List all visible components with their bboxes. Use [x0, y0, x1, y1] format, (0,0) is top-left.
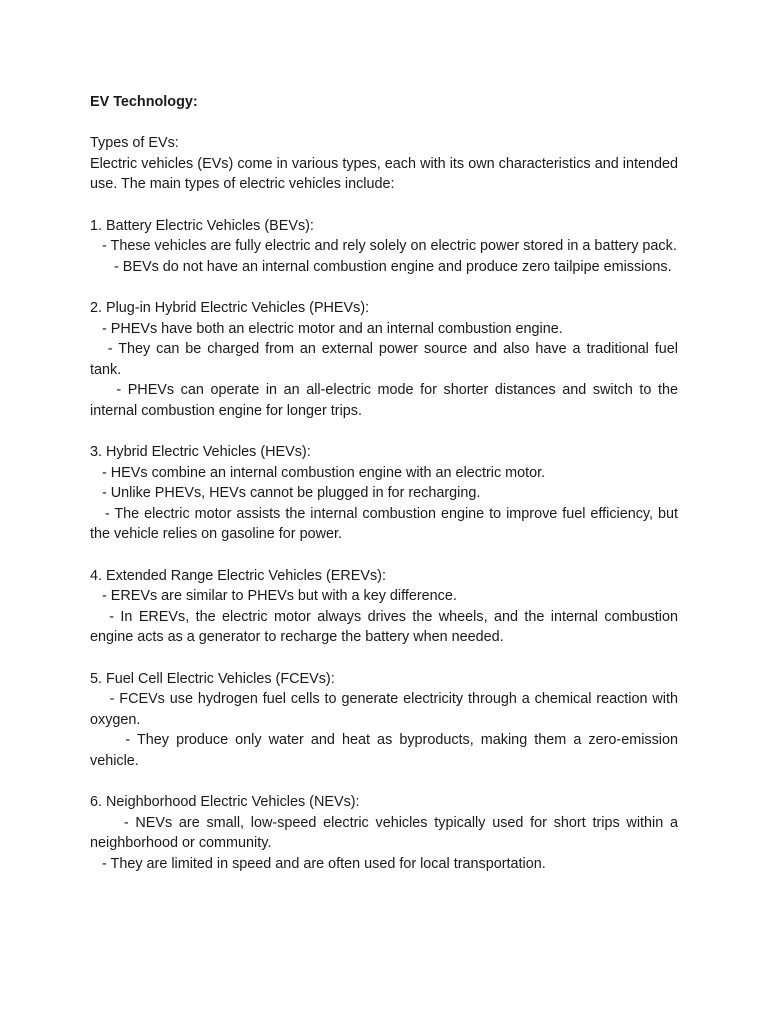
spacer — [90, 195, 678, 216]
bullet-item: - BEVs do not have an internal combustion engine and produce zero tailpipe emissions. — [90, 258, 672, 275]
section-heading: 1. Battery Electric Vehicles (BEVs): — [90, 217, 314, 234]
bullet-item: - EREVs are similar to PHEVs but with a key difference. — [90, 588, 457, 605]
bullet-item: - FCEVs use hydrogen fuel cells to generate electricity through a chemical reaction with oxygen. — [90, 691, 682, 728]
bullet-item: - They can be charged from an external power source and also have a traditional fuel tank. — [90, 341, 682, 378]
section-phevs — [90, 298, 682, 422]
document-title: EV Technology: — [90, 94, 198, 110]
bullet-item: - The electric motor assists the internal combustion engine to improve fuel efficiency, but the vehicle relies on gasoline for power. — [90, 505, 682, 543]
bullet-item: - NEVs are small, low-speed electric vehicles typically used for short trips within a neighborhood or community. — [90, 814, 682, 852]
bullet-item: - They are limited in speed and are often used for local transportation. — [90, 855, 546, 872]
bullet-item: - In EREVs, the electric motor always drives the wheels, and the internal combustion engine acts as a generator to recharge the battery when needed. — [90, 608, 682, 646]
spacer — [90, 277, 678, 298]
intro-paragraph: Electric vehicles (EVs) come in various types, each with its own characteristics and intended use. The main types of electric vehicles include: — [90, 155, 678, 193]
spacer — [90, 648, 678, 669]
bullet-item: - They produce only water and heat as byproducts, making them a zero-emission vehicle. — [90, 732, 682, 769]
bullet-item: - PHEVs have both an electric motor and an internal combustion engine. — [90, 320, 563, 337]
spacer — [90, 772, 678, 793]
section-hevs — [90, 442, 682, 545]
section-nevs — [90, 792, 682, 874]
section-fcevs — [90, 669, 682, 772]
section-heading: 3. Hybrid Electric Vehicles (HEVs): — [90, 444, 311, 461]
bullet-item: - Unlike PHEVs, HEVs cannot be plugged in for recharging. — [90, 485, 481, 502]
spacer — [90, 545, 678, 566]
section-heading: 2. Plug-in Hybrid Electric Vehicles (PHEVs): — [90, 299, 370, 316]
document-page — [90, 92, 682, 875]
bullet-item: - These vehicles are fully electric and rely solely on electric power stored in a battery pack. — [90, 238, 677, 255]
section-heading: 6. Neighborhood Electric Vehicles (NEVs): — [90, 794, 360, 811]
section-bevs — [90, 216, 678, 278]
spacer — [90, 422, 678, 443]
bullet-item: - PHEVs can operate in an all-electric mode for shorter distances and switch to the internal combustion engine for longer trips. — [90, 382, 682, 419]
bullet-item: - HEVs combine an internal combustion engine with an electric motor. — [90, 464, 546, 481]
spacer — [90, 113, 678, 134]
intro-label: Types of EVs: — [90, 135, 179, 152]
section-heading: 4. Extended Range Electric Vehicles (EREVs): — [90, 567, 386, 584]
section-heading: 5. Fuel Cell Electric Vehicles (FCEVs): — [90, 670, 335, 687]
section-erevs — [90, 566, 682, 648]
